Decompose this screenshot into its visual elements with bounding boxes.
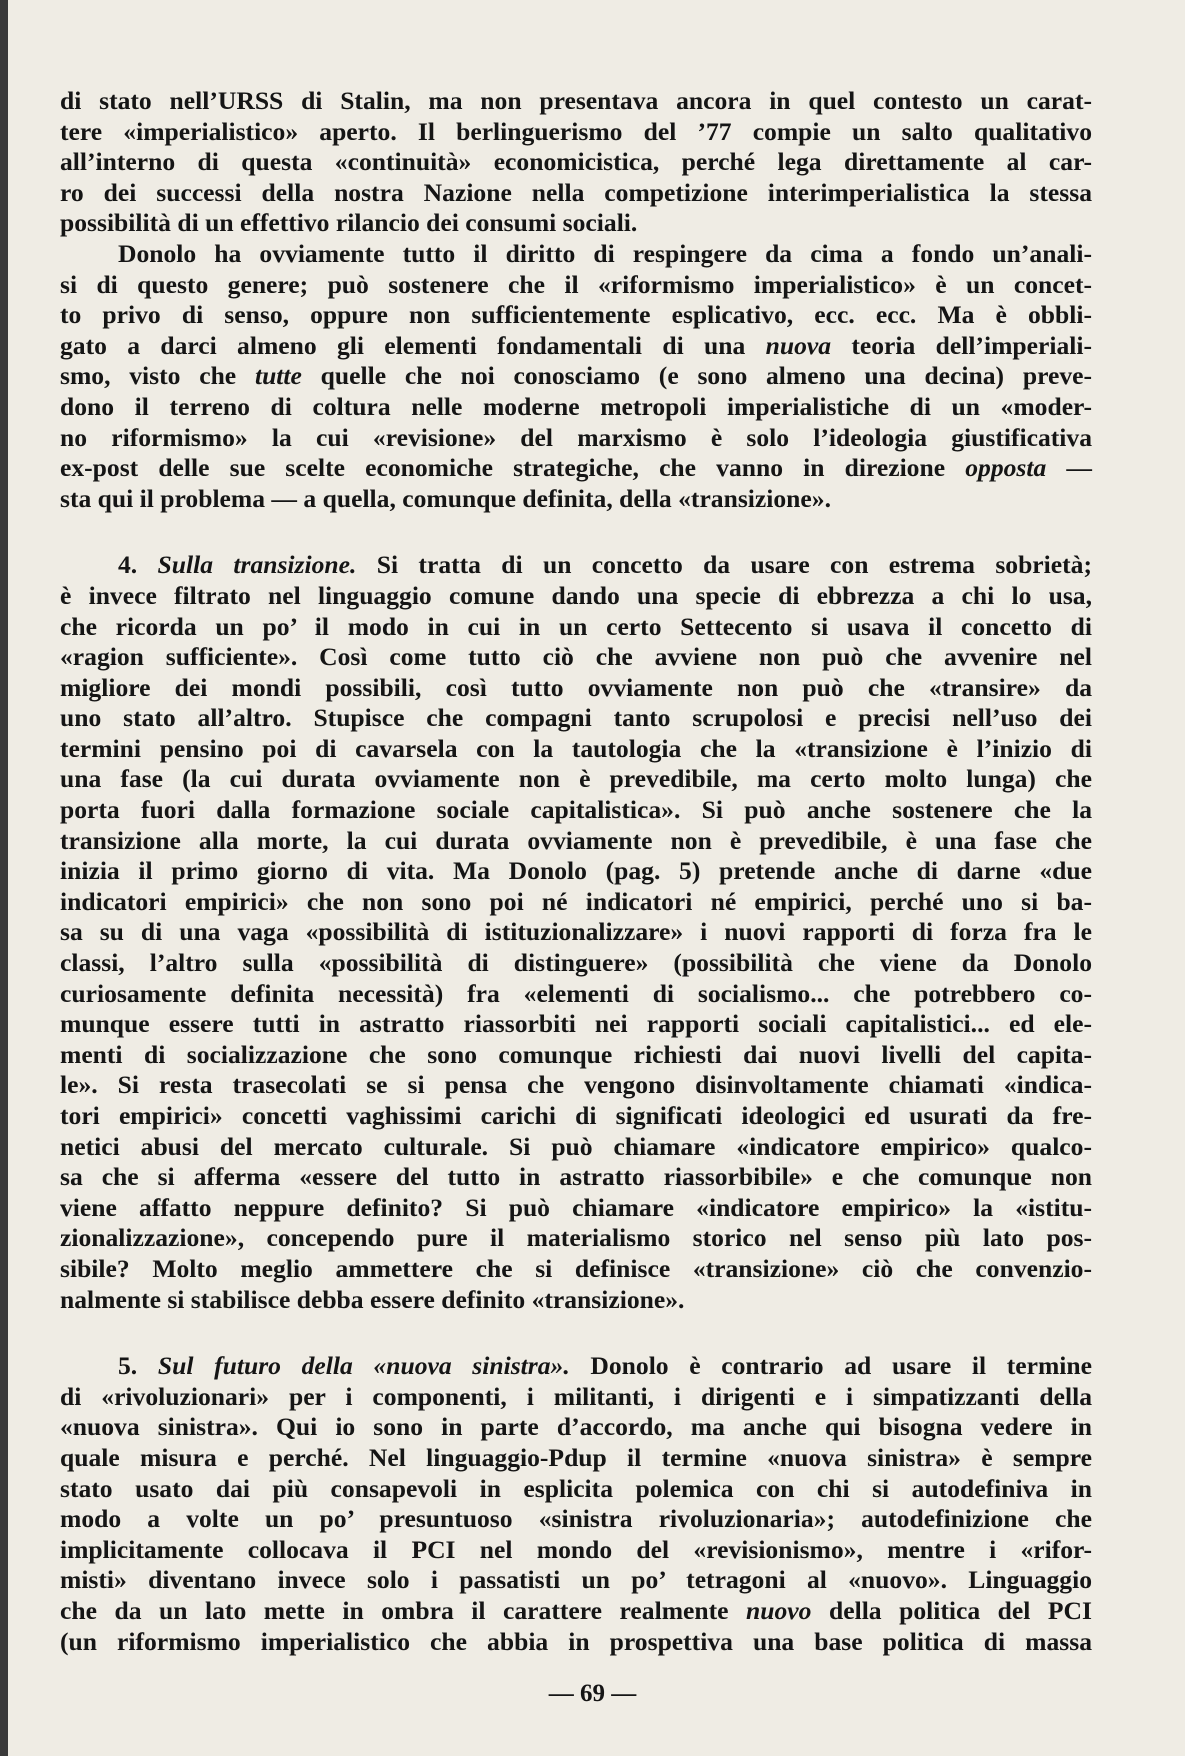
text-segment: Si tratta di un concetto da usare con estrema sobrietà;	[376, 550, 1092, 580]
text-line: Donolo ha ovviamente tutto il diritto di respingere da cima a fondo un’anali-	[118, 238, 1092, 268]
text-line	[60, 331, 1092, 362]
section-number: 4.	[118, 550, 138, 580]
text-line: sta qui il problema — a quella, comunque definita, della «transizione».	[60, 483, 831, 513]
text-line: misti» diventano invece solo i passatisti un po’ tetragoni al «nuovo». Linguaggio	[60, 1565, 1092, 1595]
text-line: implicitamente collocava il PCI nel mondo del «revisionismo», mentre i «rifor-	[60, 1534, 1092, 1564]
section-title: Sul futuro della «nuova sinistra».	[157, 1351, 570, 1381]
italic-emphasis: opposta	[965, 453, 1047, 483]
text-line: di «rivoluzionari» per i componenti, i militanti, i dirigenti e i simpatizzanti della	[60, 1381, 1092, 1411]
text-segment: Donolo è contrario ad usare il termine	[590, 1351, 1092, 1381]
text-line: menti di socializzazione che sono comunque richiesti dai nuovi livelli del capita-	[60, 1039, 1092, 1069]
text-line: curiosamente definita necessità) fra «elementi di socialismo... che potrebbero co-	[60, 978, 1092, 1008]
text-line: (un riformismo imperialistico che abbia in prospettiva una base politica di massa	[60, 1626, 1092, 1656]
text-line: che ricorda un po’ il modo in cui in un certo Settecento si usava il concetto di	[60, 611, 1092, 641]
text-line: all’interno di questa «continuità» economicistica, perché lega direttamente al car-	[60, 147, 1092, 177]
text-segment: quelle che noi conosciamo (e sono almeno una decina) preve-	[320, 361, 1092, 391]
text-line: porta fuori dalla formazione sociale capitalistica». Si può anche sostenere che la	[60, 795, 1092, 825]
text-line: termini pensino poi di cavarsela con la tautologia che la «transizione è l’inizio di	[60, 733, 1092, 763]
italic-emphasis: nuovo	[746, 1595, 812, 1625]
text-segment: gato a darci almeno gli elementi fondamentali di una	[60, 330, 746, 360]
text-line: munque essere tutti in astratto riassorbiti nei rapporti sociali capitalistici... ed ele-	[60, 1009, 1092, 1039]
text-line: zionalizzazione», concependo pure il materialismo storico nel senso più lato pos-	[60, 1223, 1092, 1253]
text-line: sa che si afferma «essere del tutto in astratto riassorbibile» e che comunque non	[60, 1162, 1092, 1192]
text-line: classi, l’altro sulla «possibilità di distinguere» (possibilità che viene da Donolo	[60, 948, 1092, 978]
text-line	[60, 361, 1092, 392]
text-line: di stato nell’URSS di Stalin, ma non presentava ancora in quel contesto un carat-	[60, 86, 1092, 115]
text-line: nalmente si stabilisce debba essere definito «transizione».	[60, 1284, 685, 1314]
text-line: migliore dei mondi possibili, così tutto ovviamente non può che «transire» da	[60, 672, 1092, 702]
text-line: stato usato dai più consapevoli in esplicita polemica con chi si autodefiniva in	[60, 1473, 1092, 1503]
text-line: «nuova sinistra». Qui io sono in parte d’accordo, ma anche qui bisogna vedere in	[60, 1412, 1092, 1442]
text-line: sa su di una vaga «possibilità di istituzionalizzare» i nuovi rapporti di forza fra le	[60, 917, 1092, 947]
binding-edge	[0, 0, 8, 1756]
text-line: indicatori empirici» che non sono poi né indicatori né empirici, perché uno si ba-	[60, 886, 1092, 916]
section-number: 5.	[118, 1351, 138, 1381]
text-segment: ex-post delle sue scelte economiche strategiche, che vanno in direzione	[60, 453, 946, 483]
text-line: transizione alla morte, la cui durata ovviamente non è prevedibile, è una fase che	[60, 825, 1092, 855]
section-heading-line	[60, 550, 1092, 581]
text-line: viene affatto neppure definito? Si può chiamare «indicatore empirico» la «istitu-	[60, 1192, 1092, 1222]
text-line: ro dei successi della nostra Nazione nella competizione interimperialistica la stessa	[60, 177, 1092, 207]
text-line: to privo di senso, oppure non sufficientemente esplicativo, ecc. ecc. Ma è obbli-	[60, 300, 1092, 330]
text-line: «ragion sufficiente». Così come tutto ciò che avviene non può che avvenire nel	[60, 642, 1092, 672]
section-gap	[60, 1315, 1092, 1351]
text-line	[60, 453, 1092, 484]
text-line: dono il terreno di coltura nelle moderne metropoli imperialistiche di un «moder-	[60, 391, 1092, 421]
text-segment: teoria dell’imperiali-	[851, 330, 1092, 360]
text-line: si di questo genere; può sostenere che il «riformismo imperialistico» è un concet-	[60, 269, 1092, 299]
section-gap	[60, 514, 1092, 550]
section-title: Sulla transizione.	[157, 550, 357, 580]
text-line: uno stato all’altro. Stupisce che compagni tanto scrupolosi e precisi nell’uso dei	[60, 703, 1092, 733]
text-line: inizia il primo giorno di vita. Ma Donolo (pag. 5) pretende anche di darne «due	[60, 856, 1092, 886]
text-line: sibile? Molto meglio ammettere che si definisce «transizione» ciò che convenzio-	[60, 1253, 1092, 1283]
text-line: no riformismo» la cui «revisione» del marxismo è solo l’ideologia giustificativa	[60, 422, 1092, 452]
text-line: le». Si resta trasecolati se si pensa che vengono disinvoltamente chiamati «indica-	[60, 1070, 1092, 1100]
text-segment: —	[1066, 453, 1093, 483]
text-segment: smo, visto che	[60, 361, 237, 391]
text-line: possibilità di un effettivo rilancio dei consumi sociali.	[60, 208, 638, 238]
italic-emphasis: nuova	[765, 330, 832, 360]
section-heading-line	[60, 1351, 1092, 1382]
text-segment: della politica del PCI	[828, 1595, 1092, 1625]
text-line: tere «imperialistico» aperto. Il berlinguerismo del ’77 compie un salto qualitativo	[60, 116, 1092, 146]
body-text	[60, 86, 1092, 1657]
text-line: netici abusi del mercato culturale. Si può chiamare «indicatore empirico» qualco-	[60, 1131, 1092, 1161]
text-line: tori empirici» concetti vaghissimi carichi di significati ideologici ed usurati da fre-	[60, 1101, 1092, 1130]
text-segment: che da un lato mette in ombra il carattere realmente	[60, 1595, 729, 1625]
text-line: quale misura e perché. Nel linguaggio-Pdup il termine «nuova sinistra» è sempre	[60, 1442, 1092, 1472]
italic-emphasis: tutte	[254, 361, 302, 391]
text-line: una fase (la cui durata ovviamente non è prevedibile, ma certo molto lunga) che	[60, 764, 1092, 794]
text-line: è invece filtrato nel linguaggio comune dando una specie di ebbrezza a chi lo usa,	[60, 580, 1092, 610]
text-line: modo a volte un po’ presuntuoso «sinistra rivoluzionaria»; autodefinizione che	[60, 1504, 1092, 1534]
text-line	[60, 1596, 1092, 1627]
page-number: — 69 —	[548, 1680, 637, 1707]
